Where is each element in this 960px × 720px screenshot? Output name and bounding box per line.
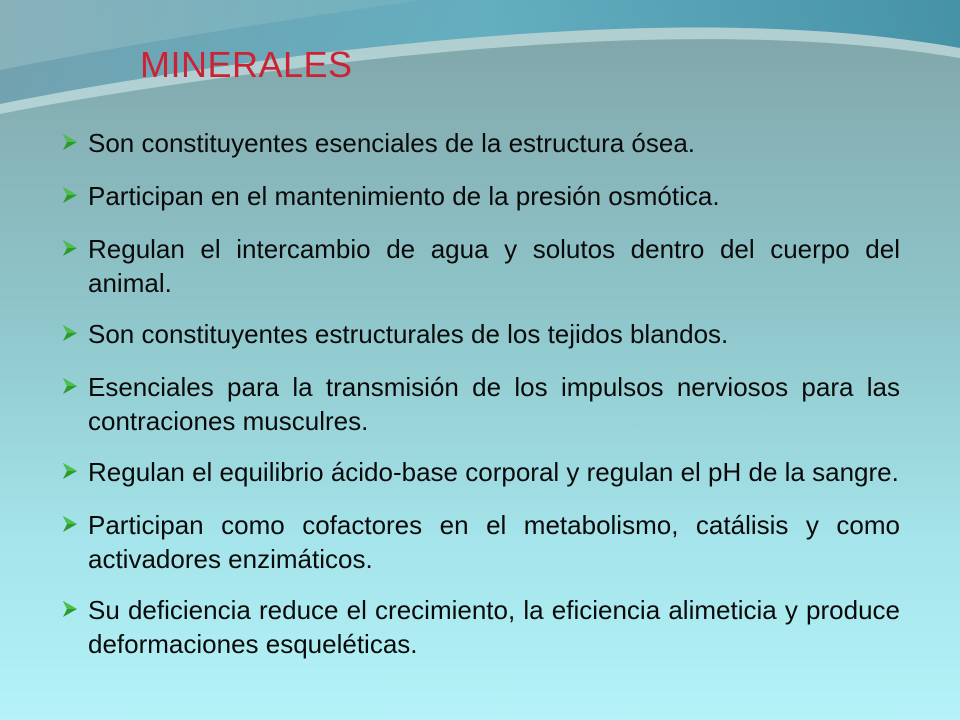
bullet-list <box>60 122 900 674</box>
arrow-bullet-icon <box>60 228 88 268</box>
bullet-text: Esenciales para la transmisión de los impulsos nerviosos para las contraciones musculres. <box>88 372 900 436</box>
bullet-text: Regulan el equilibrio ácido-base corporal y regulan el pH de la sangre. <box>88 457 899 487</box>
bullet-item <box>60 366 900 438</box>
bullet-item <box>60 122 900 162</box>
arrow-bullet-icon <box>60 451 88 491</box>
bullet-text: Su deficiencia reduce el crecimiento, la eficiencia alimeticia y produce deformaciones esqueléticas. <box>88 595 900 659</box>
bullet-text: Participan en el mantenimiento de la presión osmótica. <box>88 181 720 211</box>
bullet-text: Regulan el intercambio de agua y solutos dentro del cuerpo del animal. <box>88 234 900 298</box>
bullet-text: Son constituyentes estructurales de los tejidos blandos. <box>88 319 729 349</box>
bullet-item <box>60 228 900 300</box>
bullet-item <box>60 589 900 661</box>
bullet-item <box>60 504 900 576</box>
bullet-item <box>60 175 900 215</box>
arrow-bullet-icon <box>60 504 88 544</box>
arrow-bullet-icon <box>60 122 88 162</box>
slide-title: MINERALES <box>140 44 353 85</box>
arrow-bullet-icon <box>60 366 88 406</box>
bullet-item <box>60 451 900 491</box>
bullet-text: Participan como cofactores en el metabolismo, catálisis y como activadores enzimáticos. <box>88 510 900 574</box>
bullet-item <box>60 313 900 353</box>
bullet-text: Son constituyentes esenciales de la estructura ósea. <box>88 128 696 158</box>
arrow-bullet-icon <box>60 589 88 629</box>
arrow-bullet-icon <box>60 175 88 215</box>
arrow-bullet-icon <box>60 313 88 353</box>
